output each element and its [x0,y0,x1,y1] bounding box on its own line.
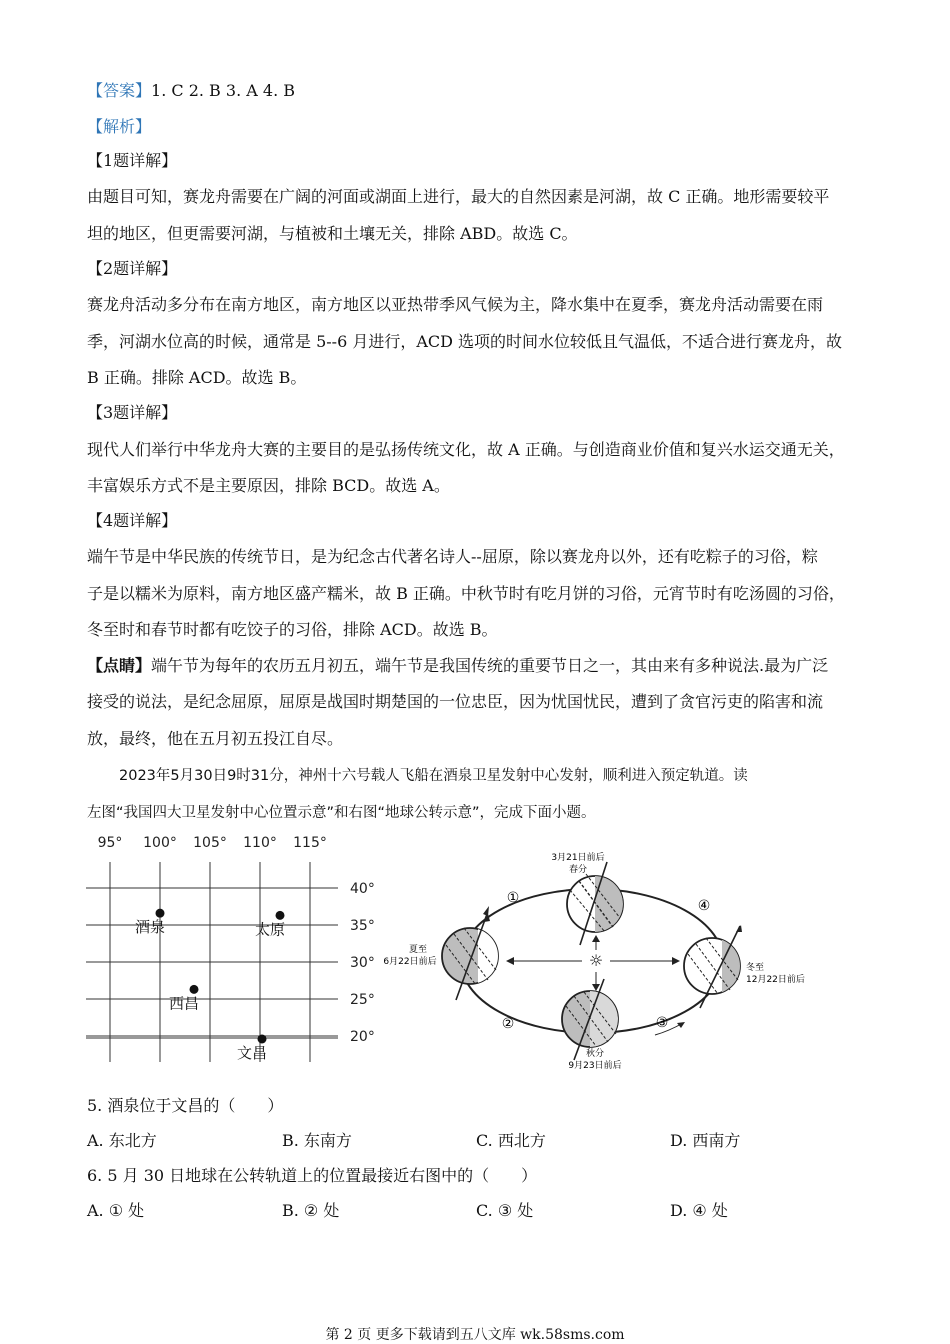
q3-line: 丰富娱乐方式不是主要原因，排除 BCD。故选 A。 [87,476,450,495]
map-grid [86,862,338,1062]
latitude-label: 30° [350,955,375,971]
earth-summer [442,914,506,1000]
q2-line: 赛龙舟活动多分布在南方地区，南方地区以亚热带季风气候为主，降水集中在夏季，赛龙舟活动需要在雨 [87,295,824,314]
q4-line: 子是以糯米为原料，南方地区盛产糯米，故 B 正确。中秋节时有吃月饼的习俗，元宵节时有吃汤圆的习俗， [87,584,845,603]
passage-line: 2023年5月30日9时31分，神州十六号载人飞船在酒泉卫星发射中心发射，顺利进入预定轨道。读 [119,768,748,784]
map-labels [98,835,375,1045]
longitude-label: 105° [193,835,227,851]
autumn-date-label: 9月23日前后 [568,1061,622,1071]
q2-line: 季，河湖水位高的时候，通常是 5--6 月进行，ACD 选项的时间水位较低且气温低，不适合进行赛龙舟，故 [87,332,843,351]
answer-tag: 【答案】 [87,81,152,100]
answer-text: 1. C 2. B 3. A 4. B [151,81,295,100]
answer-line [87,81,295,101]
arrow-head [592,935,600,942]
comment-line: 放，最终，他在五月初五投江自尽。 [87,729,344,748]
earth-autumn [562,979,618,1060]
position-4-label: ④ [697,898,711,914]
longitude-label: 110° [243,835,277,851]
arrow-head [506,957,514,965]
spring-date-label: 3月21日前后 [551,853,605,863]
longitude-label: 95° [97,835,123,851]
latitude-label: 40° [350,881,375,897]
q3-heading: 【3题详解】 [87,403,178,422]
arrow-head [672,957,680,965]
city-label: 太原 [254,920,286,939]
q3-line: 现代人们举行中华龙舟大赛的主要目的是弘扬传统文化，故 A 正确。与创造商业价值和复兴水运交通无关， [87,440,845,459]
arrow-head [592,984,600,991]
passage-line: 左图“我国四大卫星发射中心位置示意”和右图“地球公转示意”，完成下面小题。 [87,805,596,821]
analysis-tag: 【解析】 [87,117,152,136]
latitude-label: 25° [350,992,375,1008]
q4-line: 冬至时和春节时都有吃饺子的习俗，排除 ACD。故选 B。 [87,620,498,639]
q1-heading: 【1题详解】 [87,151,178,170]
city-label: 酒泉 [134,918,166,937]
q6-option-a[interactable]: A. ① 处 [87,1201,145,1220]
city-label: 文昌 [236,1043,268,1062]
launch-center-map [80,826,400,1076]
longitude-label: 115° [293,835,327,851]
position-2-label: ② [501,1016,515,1032]
q5-option-d[interactable]: D. 西南方 [670,1131,741,1150]
summer-date-label: 6月22日前后 [383,957,437,967]
city-marker [190,985,199,994]
winter-label: 冬至 [746,963,765,973]
latitude-label: 20° [350,1029,375,1045]
comment-tag: 【点睛】 [87,656,152,675]
q5-option-a[interactable]: A. 东北方 [87,1131,157,1150]
comment-line: 接受的说法，是纪念屈原，屈原是战国时期楚国的一位忠臣，因为忧国忧民，遭到了贪官污吏的陷害和流 [87,692,824,711]
q6-option-d[interactable]: D. ④ 处 [670,1201,728,1220]
q1-line: 坦的地区，但更需要河湖，与植被和土壤无关，排除 ABD。故选 C。 [87,224,578,243]
sun-icon: ☼ [588,951,604,970]
position-3-label: ③ [655,1015,669,1031]
q5-option-b[interactable]: B. 东南方 [282,1131,352,1150]
city-label: 西昌 [168,994,200,1013]
summer-label: 夏至 [408,945,428,955]
autumn-label: 秋分 [585,1049,605,1059]
q5-stem: 5. 酒泉位于文昌的（ ） [87,1096,284,1115]
city-marker [276,911,285,920]
q4-line: 端午节是中华民族的传统节日，是为纪念古代著名诗人--屈原，除以赛龙舟以外，还有吃粽子的习俗，粽 [87,547,818,566]
q2-heading: 【2题详解】 [87,259,178,278]
q6-stem: 6. 5 月 30 日地球在公转轨道上的位置最接近右图中的（ ） [87,1166,538,1185]
comment-line [87,656,828,676]
orbit-direction-arrow [677,1022,685,1028]
winter-date-label: 12月22日前后 [746,975,805,985]
q4-heading: 【4题详解】 [87,511,178,530]
position-1-label: ① [506,890,520,906]
earth-winter [684,925,750,1008]
comment-text: 端午节为每年的农历五月初五，端午节是我国传统的重要节日之一，其由来有多种说法.最为广泛 [151,656,829,675]
orbit-direction-arrow [483,906,489,916]
q6-option-b[interactable]: B. ② 处 [282,1201,340,1220]
city-marker [156,909,165,918]
latitude-label: 35° [350,918,375,934]
q1-line: 由题目可知，赛龙舟需要在广阔的河面或湖面上进行，最大的自然因素是河湖，故 C 正确。地形需要较平 [87,187,830,206]
earth-revolution-diagram [380,842,820,1074]
longitude-label: 100° [143,835,177,851]
q2-line: B 正确。排除 ACD。故选 B。 [87,368,307,387]
q6-option-c[interactable]: C. ③ 处 [476,1201,534,1220]
q5-option-c[interactable]: C. 西北方 [476,1131,546,1150]
city-marker [258,1034,267,1043]
spring-label: 春分 [568,865,588,875]
page-footer: 第 2 页 更多下载请到五八文库 wk.58sms.com [325,1327,625,1343]
